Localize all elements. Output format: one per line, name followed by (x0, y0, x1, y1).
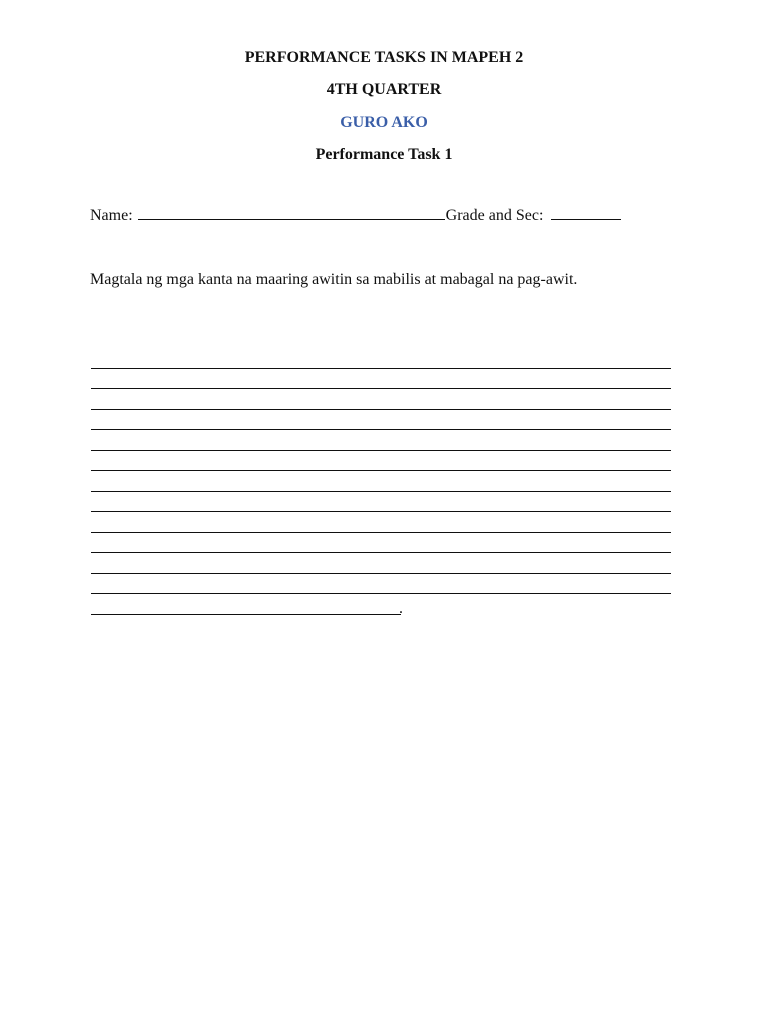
grade-sec-label: Grade and Sec: (445, 207, 544, 224)
guro-ako-label: GURO AKO (340, 114, 428, 131)
task-title: Performance Task 1 (315, 146, 453, 163)
answer-line (91, 451, 671, 472)
grade-sec-blank (551, 205, 621, 220)
answer-line (91, 512, 671, 533)
name-label: Name: (90, 207, 133, 224)
answer-line-last (91, 594, 401, 615)
end-period: . (399, 599, 403, 617)
name-grade-row (90, 205, 621, 226)
answer-line (91, 389, 671, 410)
answer-line (91, 574, 671, 595)
answer-line (91, 492, 671, 513)
instruction-text: Magtala ng mga kanta na maaring awitin sa mabilis at mabagal na pag-awit. (90, 271, 578, 288)
answer-line (91, 533, 671, 554)
answer-line (91, 410, 671, 431)
answer-line (91, 369, 671, 390)
quarter-heading: 4TH QUARTER (326, 81, 442, 98)
answer-line (91, 553, 671, 574)
answer-line (91, 471, 671, 492)
name-blank (138, 205, 445, 220)
worksheet-title: PERFORMANCE TASKS IN MAPEH 2 (244, 49, 524, 66)
answer-line (91, 430, 671, 451)
answer-line (91, 348, 671, 369)
answer-lines (91, 348, 671, 615)
